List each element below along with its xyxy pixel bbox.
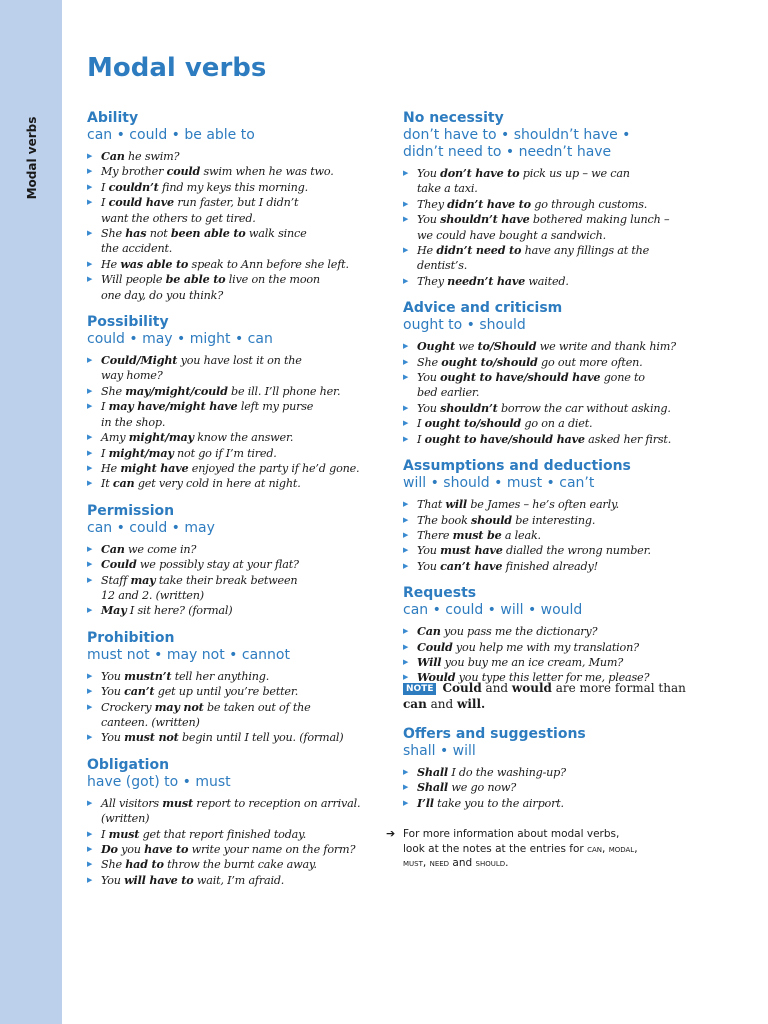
example-list [87, 353, 387, 492]
section-subheading: must not • may not • cannot [87, 646, 290, 663]
example-text: You will have to wait, I’m afraid. [101, 872, 285, 887]
example-text: I might/may not go if I’m tired. [101, 445, 277, 460]
example-list [403, 497, 715, 574]
example-text: You mustn’t tell her anything. [101, 668, 270, 683]
example-text: You shouldn’t have bothered making lunch – we could have bought a sandwich. [417, 212, 670, 242]
example-text: They didn’t have to go through customs. [417, 196, 648, 211]
example-text: Would you type this letter for me, please? [417, 670, 650, 685]
example-item [87, 461, 387, 476]
section-heading: Offers and suggestions [403, 725, 586, 742]
example-text: Staff may take their break between 12 and 2. (written) [101, 572, 298, 602]
example-item [87, 573, 387, 604]
section-prohibition [87, 630, 387, 746]
section-obligation [87, 757, 387, 888]
example-text: May I sit here? (formal) [101, 603, 233, 618]
example-text: She has not been able to walk since the accident. [101, 226, 307, 256]
example-item [403, 765, 715, 780]
section-heading: No necessity [403, 110, 504, 126]
example-item [403, 243, 715, 274]
example-text: Shall I do the washing-up? [417, 764, 566, 779]
example-text: I couldn’t find my keys this morning. [101, 179, 308, 194]
note-tag: NOTE [403, 683, 436, 695]
example-item [87, 684, 387, 699]
example-item [403, 624, 715, 639]
example-text: Shall we go now? [417, 780, 517, 795]
example-text: You must have dialled the wrong number. [417, 543, 651, 558]
example-item [87, 557, 387, 572]
example-item [87, 399, 387, 430]
section-heading: Obligation [87, 756, 170, 773]
example-text: All visitors must report to reception on arrival. (written) [101, 795, 361, 826]
example-item [403, 416, 715, 431]
example-text: Can we come in? [101, 541, 197, 556]
example-item [87, 857, 387, 872]
example-item [87, 700, 387, 731]
example-text: Ought we to/Should we write and thank him? [417, 339, 676, 354]
section-heading: Requests [403, 585, 477, 602]
section-subheading: can • could • be able to [87, 127, 255, 143]
section-requests [403, 585, 715, 712]
section-assumptions-and-deductions [403, 458, 715, 574]
example-text: I may have/might have left my purse in the shop. [101, 399, 314, 429]
example-text: Crockery may not be taken out of the canteen. (written) [101, 699, 311, 729]
example-text: You can’t have finished already! [417, 558, 598, 573]
example-list [403, 624, 715, 686]
example-text: Can you pass me the dictionary? [417, 624, 598, 639]
example-item [87, 730, 387, 745]
example-text: Can he swim? [101, 149, 180, 163]
example-list [87, 149, 387, 303]
example-text: He was able to speak to Ann before she left. [101, 256, 349, 271]
example-text: She may/might/could be ill. I’ll phone her. [101, 383, 341, 398]
example-list [403, 166, 715, 289]
example-text: They needn’t have waited. [417, 273, 569, 288]
example-text: I must get that report finished today. [101, 826, 307, 841]
example-text: Could we possibly stay at your flat? [101, 557, 299, 572]
example-item [87, 542, 387, 557]
example-text: It can get very cold in here at night. [101, 476, 301, 491]
example-item [403, 670, 715, 685]
example-item [403, 370, 715, 401]
page-title: Modal verbs [87, 53, 267, 83]
example-text: There must be a leak. [417, 527, 541, 542]
example-item [403, 796, 715, 811]
example-text: Will you buy me an ice cream, Mum? [417, 654, 624, 669]
example-text: My brother could swim when he was two. [101, 164, 334, 179]
section-no-necessity [403, 110, 715, 289]
example-item [403, 543, 715, 558]
example-list [403, 765, 715, 811]
cross-reference [386, 826, 715, 871]
example-text: Could you help me with my translation? [417, 639, 639, 654]
example-item [403, 212, 715, 243]
section-heading: Assumptions and deductions [403, 458, 631, 475]
example-text: He might have enjoyed the party if he’d gone. [101, 460, 360, 475]
example-text: She had to throw the burnt cake away. [101, 857, 317, 872]
section-heading: Ability [87, 110, 139, 126]
example-item [87, 226, 387, 257]
example-text: She ought to/should go out more often. [417, 354, 643, 369]
section-offers-and-suggestions [403, 726, 715, 811]
section-permission [87, 503, 387, 619]
example-list [87, 669, 387, 746]
example-item [403, 401, 715, 416]
example-item [87, 446, 387, 461]
example-item [403, 432, 715, 447]
example-item [403, 497, 715, 512]
section-heading: Prohibition [87, 629, 175, 646]
example-item [87, 195, 387, 226]
example-text: That will be James – he’s often early. [417, 497, 619, 512]
example-item [403, 528, 715, 543]
example-text: I’ll take you to the airport. [417, 795, 564, 810]
example-item [87, 796, 387, 827]
left-column [87, 110, 387, 899]
example-list [87, 796, 387, 888]
side-band [0, 0, 62, 1024]
example-item [403, 655, 715, 670]
example-item [403, 274, 715, 289]
section-heading: Advice and criticism [403, 300, 563, 317]
example-item [87, 842, 387, 857]
example-text: I could have run faster, but I didn’t want the others to get tired. [101, 195, 299, 225]
section-subheading: can • could • may [87, 519, 215, 536]
example-item [403, 780, 715, 795]
example-text: You must not begin until I tell you. (formal) [101, 730, 344, 745]
example-text: Could/Might you have lost it on the way home? [101, 353, 302, 383]
right-column [386, 110, 715, 871]
example-item [403, 197, 715, 212]
section-subheading: shall • will [403, 742, 476, 759]
example-text: He didn’t need to have any fillings at the dentist’s. [417, 243, 650, 273]
example-item [87, 603, 387, 618]
example-text: You don’t have to pick us up – we can take a taxi. [417, 166, 630, 196]
example-item [87, 353, 387, 384]
example-item [403, 166, 715, 197]
example-item [87, 873, 387, 888]
section-possibility [87, 314, 387, 492]
section-subheading: ought to • should [403, 317, 526, 334]
example-item [87, 272, 387, 303]
example-list [403, 339, 715, 447]
section-heading: Permission [87, 502, 175, 519]
example-text: I ought to/should go on a diet. [417, 416, 593, 431]
example-text: The book should be interesting. [417, 512, 596, 527]
example-text: You shouldn’t borrow the car without asking. [417, 400, 671, 415]
example-text: Amy might/may know the answer. [101, 430, 294, 445]
example-item [403, 355, 715, 370]
example-text: You can’t get up until you’re better. [101, 684, 299, 699]
section-ability [87, 110, 387, 303]
section-subheading: will • should • must • can’t [403, 475, 595, 492]
section-subheading: have (got) to • must [87, 773, 231, 790]
note-text: Could and would are more formal than can and will. [403, 680, 686, 711]
example-item [87, 430, 387, 445]
example-item [87, 180, 387, 195]
example-item [87, 669, 387, 684]
section-subheading: can • could • will • would [403, 602, 583, 619]
example-text: You ought to have/should have gone to bed earlier. [417, 370, 645, 400]
cross-reference-text: For more information about modal verbs, look at the notes at the entries for can, modal, must, need and should. [403, 827, 638, 870]
arrow-right-icon: ➔ [386, 826, 396, 840]
example-item [87, 476, 387, 491]
example-item [403, 559, 715, 574]
example-item [87, 827, 387, 842]
example-text: Will people be able to live on the moon one day, do you think? [101, 272, 320, 302]
section-subheading: don’t have to • shouldn’t have • didn’t need to • needn’t have [403, 127, 631, 160]
example-text: I ought to have/should have asked her first. [417, 431, 672, 446]
right-sections [403, 110, 715, 811]
example-item [403, 513, 715, 528]
example-list [87, 542, 387, 619]
example-item [87, 164, 387, 179]
section-heading: Possibility [87, 314, 169, 331]
example-item [403, 640, 715, 655]
example-item [87, 257, 387, 272]
section-subheading: could • may • might • can [87, 331, 273, 348]
example-item [403, 339, 715, 354]
example-text: Do you have to write your name on the form? [101, 842, 356, 856]
side-tab-label: Modal verbs [25, 116, 39, 200]
example-item [87, 384, 387, 399]
section-advice-and-criticism [403, 300, 715, 447]
example-item [87, 149, 387, 164]
